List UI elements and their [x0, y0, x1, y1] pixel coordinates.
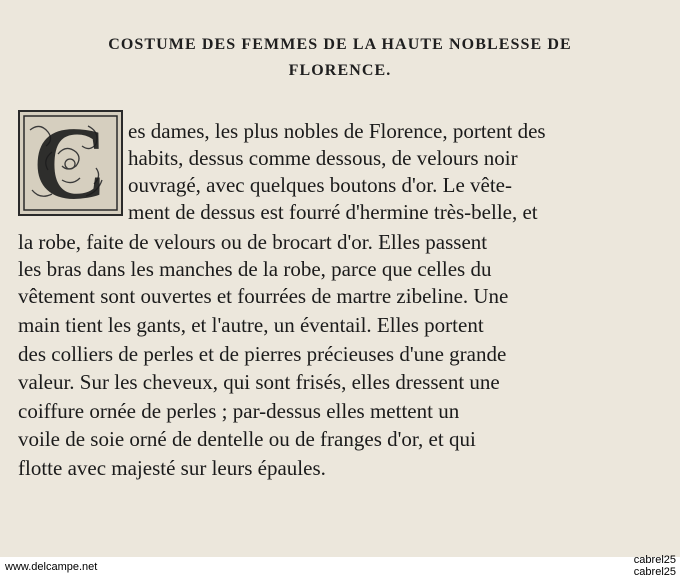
- text-line-12: voile de soie orné de dentelle ou de franges d'or, et qui: [18, 427, 476, 451]
- seller-name-1: cabrel25: [633, 554, 676, 566]
- initial-letter: C: [32, 110, 108, 216]
- text-line-11: coiffure ornée de perles ; par-dessus elles mettent un: [18, 399, 460, 423]
- seller-name-2: cabrel25: [633, 566, 676, 578]
- ornamental-initial-c: [18, 110, 123, 216]
- text-line-10: valeur. Sur les cheveux, qui sont frisés, elles dressent une: [18, 370, 500, 394]
- text-line-2: habits, dessus comme dessous, de velours noir: [128, 146, 518, 170]
- text-line-13: flotte avec majesté sur leurs épaules.: [18, 456, 326, 480]
- text-line-7: vêtement sont ouvertes et fourrées de martre zibeline. Une: [18, 284, 509, 308]
- site-watermark: www.delcampe.net: [5, 561, 98, 573]
- text-line-4: ment de dessus est fourré d'hermine très-belle, et: [128, 200, 538, 224]
- watermark-footer: [0, 554, 680, 578]
- seller-watermark: [634, 554, 676, 578]
- text-line-6: les bras dans les manches de la robe, parce que celles du: [18, 257, 492, 281]
- page-title-line-2: FLORENCE.: [288, 62, 392, 79]
- text-line-3: ouvragé, avec quelques boutons d'or. Le vête-: [128, 173, 512, 197]
- text-line-8: main tient les gants, et l'autre, un éventail. Elles portent: [18, 313, 484, 337]
- text-line-1: es dames, les plus nobles de Florence, portent des: [128, 119, 546, 143]
- page-title-line-1: COSTUME DES FEMMES DE LA HAUTE NOBLESSE DE: [108, 36, 572, 53]
- text-line-9: des colliers de perles et de pierres précieuses d'une grande: [18, 342, 507, 366]
- text-line-5: la robe, faite de velours ou de brocart d'or. Elles passent: [18, 230, 488, 254]
